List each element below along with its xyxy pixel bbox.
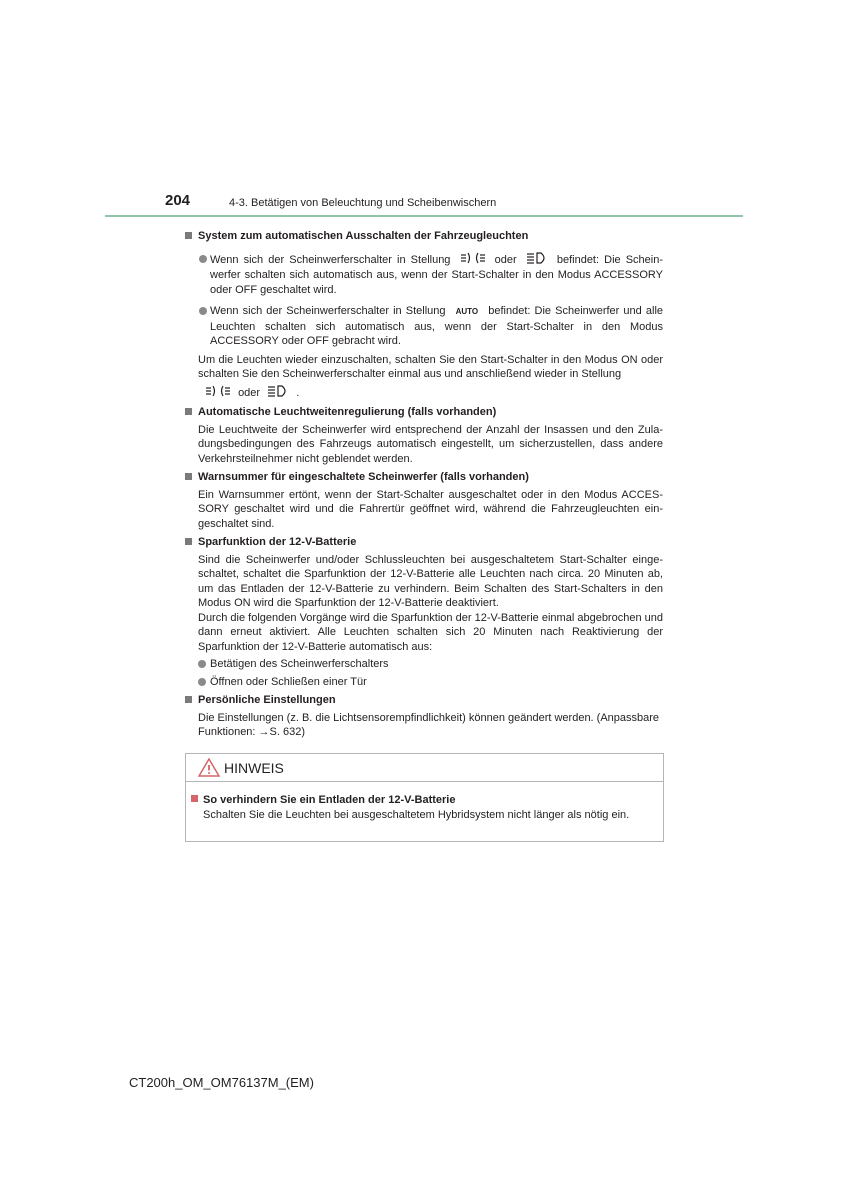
bullet-item: Wenn sich der Scheinwerferschalter in Stellung oder befindet: Die Schein-werfer schalten sich automatisch aus, wenn der Start-Schalter in den Modus ACCESSORY oder OFF geschaltet wird. [185, 252, 663, 298]
bullet-item: Wenn sich der Scheinwerferschalter in Stellung AUTO befindet: Die Scheinwerfer und alle Leuchten schalten sich automatisch aus, wenn der Start-Schalter in den Modus ACCESSORY oder OFF gebracht wird. [185, 304, 663, 349]
tail-light-icon [460, 252, 486, 269]
paragraph: Ein Warnsummer ertönt, wenn der Start-Schalter ausgeschaltet oder in den Modus ACCES-SORY geschaltet wird und die Fahrertür geöffnet wird, während die Fahrzeugleuchten ein-geschaltet sind. [198, 488, 663, 530]
header-rule [105, 215, 743, 217]
paragraph: Sind die Scheinwerfer und/oder Schlussleuchten bei ausgeschaltetem Start-Schalter einge-schaltet, schaltet die Sparfunktion der 12-V-Batterie alle Leuchten nach circa. 20 Minuten ab, um das Entladen der 12-V-Batterie zu verhindern. Beim Schalten des Start-Schalters in den Modus ON wird die Sparfunktion der 12-V-Batterie deaktiviert. [198, 553, 663, 609]
notice-text: Schalten Sie die Leuchten bei ausgeschaltetem Hybridsystem nicht länger als nötig ein. [203, 809, 630, 821]
paragraph: Durch die folgenden Vorgänge wird die Sparfunktion der 12-V-Batterie einmal abgebrochen und dann erneut aktiviert. Alle Leuchten schalten sich 20 Minuten nach Reaktivierung der Sparfunktion der 12-V-Batterie automatisch aus: [198, 611, 663, 653]
notice-heading: So verhindern Sie ein Entladen der 12-V-Batterie [191, 794, 663, 806]
warning-triangle-icon [198, 758, 220, 780]
content [185, 226, 663, 740]
heading-square-icon [185, 538, 192, 545]
bullet-dot-icon [198, 660, 206, 668]
heading-square-icon [185, 408, 192, 415]
heading-personal-settings: Persönliche Einstellungen [185, 693, 663, 708]
heading-square-icon [185, 232, 192, 239]
icon-line: oder . [185, 385, 663, 402]
footer-code: CT200h_OM_OM76137M_(EM) [129, 1075, 314, 1090]
section-title: 4-3. Betätigen von Beleuchtung und Scheibenwischern [229, 197, 497, 209]
paragraph: Die Leuchtweite der Scheinwerfer wird entsprechend der Anzahl der Insassen und den Zula-dungsbedingungen des Fahrzeugs automatisch eingestellt, um sicherzustellen, dass andere Verkehrsteilnehmer nicht geblendet werden. [198, 423, 663, 465]
heading-warning-buzzer: Warnsummer für eingeschaltete Scheinwerfer (falls vorhanden) [185, 470, 663, 485]
headlight-icon [267, 385, 289, 402]
notice-box [185, 753, 664, 842]
auto-label: AUTO [455, 307, 479, 316]
page-number: 204 [165, 192, 191, 209]
bullet-dot-icon [199, 255, 207, 263]
heading-square-icon [185, 473, 192, 480]
tail-light-icon [205, 385, 231, 402]
paragraph: Um die Leuchten wieder einzuschalten, schalten Sie den Start-Schalter in den Modus ON oder schalten Sie den Scheinwerferschalter einmal aus und anschließend wieder in Stellung [198, 353, 663, 380]
heading-auto-off: System zum automatischen Ausschalten der Fahrzeugleuchten [185, 229, 663, 244]
heading-square-icon [185, 696, 192, 703]
notice-title: HINWEIS [224, 760, 284, 776]
heading-leveling: Automatische Leuchtweitenregulierung (falls vorhanden) [185, 405, 663, 420]
bullet-dot-icon [198, 678, 206, 686]
notice-header [186, 754, 663, 782]
paragraph: Die Einstellungen (z. B. die Lichtsensorempfindlichkeit) können geändert werden. (Anpassbare Funktionen: →S. 632) [198, 711, 660, 738]
notice-body [186, 782, 663, 821]
bullet-dot-icon [199, 307, 207, 315]
heading-battery-saver: Sparfunktion der 12-V-Batterie [185, 535, 663, 550]
headlight-icon [526, 252, 548, 269]
bullet-item: Öffnen oder Schließen einer Tür [185, 675, 663, 690]
bullet-item: Betätigen des Scheinwerferschalters [185, 657, 663, 672]
notice-square-icon [191, 795, 198, 802]
